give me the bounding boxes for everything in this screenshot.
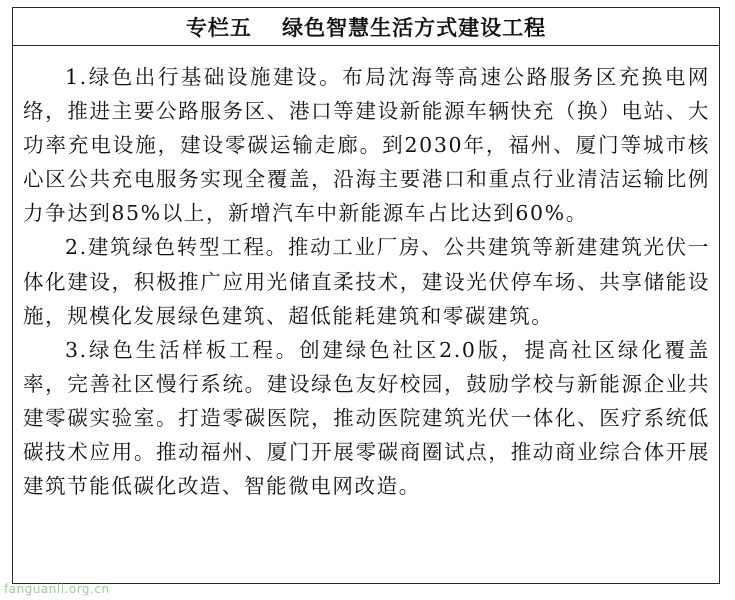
- box-body: [13, 46, 719, 503]
- box-header: [13, 8, 719, 46]
- paragraph-green-buildings: 2.建筑绿色转型工程。推动工业厂房、公共建筑等新建建筑光伏一体化建设，积极推广应用光储直柔技术，建设光伏停车场、共享储能设施，规模化发展绿色建筑、超低能耗建筑和零碳建筑。: [23, 235, 710, 328]
- paragraph-green-living: 3.绿色生活样板工程。创建绿色社区2.0版，提高社区绿化覆盖率，完善社区慢行系统。建设绿色友好校园，鼓励学校与新能源企业共建零碳实验室。打造零碳医院，推动医院建筑光伏一体化、医疗系统低碳技术应用。推动福州、厦门开展零碳商圈试点，推动商业综合体开展建筑节能低碳化改造、智能微电网改造。: [23, 337, 710, 499]
- paragraph-green-transport: 1.绿色出行基础设施建设。布局沈海等高速公路服务区充换电网络，推进主要公路服务区、港口等建设新能源车辆快充（换）电站、大功率充电设施，建设零碳运输走廊。到2030年，福州、厦门等城市核心区公共充电服务实现全覆盖，沿海主要港口和重点行业清洁运输比例力争达到85%以上，新增汽车中新能源车占比达到60%。: [23, 65, 710, 226]
- watermark: fanguanli.org.cn: [4, 582, 110, 596]
- feature-box: [12, 7, 720, 584]
- box-title: 专栏五 绿色智慧生活方式建设工程: [185, 15, 547, 40]
